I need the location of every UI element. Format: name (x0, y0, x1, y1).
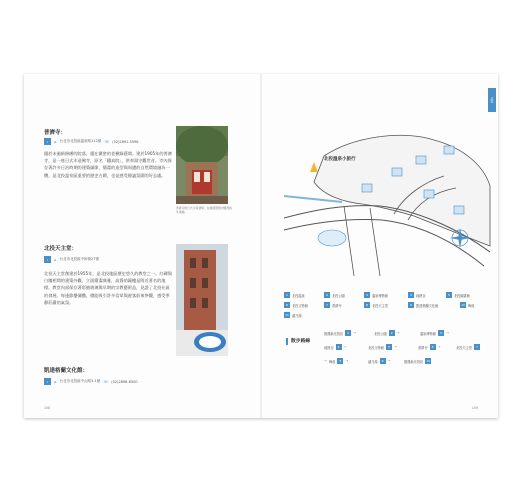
section-body-church: 北投天主堂創建於1955年，是北投地區歷史悠久的教堂之一。紅磚與白牆相間的建築外觀，立面簡潔典雅，高聳的鐘樓是附近著名的地標。教堂內部保存著彩繪玻璃與早期的宗教藝術品，見證了北投社區的發展。每逢節慶彌撒，總能吸引許多信眾與遊客前來參觀，感受寧靜莊嚴的氣氛。 (44, 271, 172, 305)
legend-item: 9 凱達格蘭文化館 (408, 302, 438, 308)
address-text: 台北市北投區中和街27號 (59, 257, 100, 261)
home-icon: ⌂ (54, 379, 57, 384)
church-photo (176, 244, 228, 356)
map-title: 北投溫泉小旅行 (324, 157, 356, 162)
info-line-temple (44, 138, 139, 145)
left-page (24, 74, 260, 418)
temple-photo (176, 126, 228, 204)
address-text: 台北市北投區中山路3-1號 (59, 379, 101, 383)
legend-item: 10 梅庭 (461, 303, 475, 308)
section-title-museum: 凱達格蘭文化館： (44, 368, 89, 374)
info-line-church (44, 256, 99, 263)
legend-item: 6 北投文物館 (284, 302, 308, 308)
right-page (262, 74, 498, 418)
legend-item: 3 溫泉博物館 (364, 292, 388, 298)
chapter-tab: 北投 (488, 88, 496, 112)
route-step: 溫泉博物館 3 → (420, 331, 449, 336)
section-title-temple: 普濟寺： (44, 130, 67, 136)
route-step: 地熱谷 4 → (324, 345, 347, 350)
address-text: 台北市北投區溫泉路112號 (59, 139, 102, 143)
info-badge: i (44, 256, 51, 263)
route-step: 捷運新北投站 1 → (324, 331, 357, 336)
legend-item: 5 北投圖書館 (446, 292, 470, 298)
walking-route (284, 328, 496, 380)
info-line-museum (44, 378, 138, 385)
home-icon: ⌂ (54, 139, 57, 144)
legend-item: 8 北投天主堂 (364, 302, 388, 308)
section-title-church: 北投天主堂： (44, 246, 78, 252)
route-step: → 梅庭 8 → (324, 359, 349, 364)
phone-text: (02)2891-5596 (112, 139, 139, 144)
route-step: 普濟寺 6 → (418, 345, 441, 350)
route-step: 瀧乃湯 9 → (368, 359, 391, 364)
info-badge: i (44, 378, 51, 385)
phone-icon: ☏ (103, 379, 109, 384)
page-number-right: 109 (471, 406, 478, 410)
temple-photo-caption: 普濟寺的日式木造建築，在綠蔭環繞中顯得格外清幽。 (176, 206, 232, 214)
route-step: 北投文物館 5 → (368, 345, 397, 350)
legend-item: 1 北投溫泉 (284, 292, 305, 298)
route-step: 捷運新北投站 10 (404, 359, 431, 364)
page-number-left: 108 (44, 406, 51, 410)
route-step: 北投公園 2 → (374, 331, 400, 336)
legend-item: 2 北投公園 (324, 292, 345, 298)
home-icon: ⌂ (54, 257, 57, 262)
illustrated-map (284, 126, 492, 282)
route-title: 散步路線 (286, 338, 317, 345)
legend-item: 4 地熱谷 (408, 292, 426, 298)
info-badge: i (44, 138, 51, 145)
phone-icon: ☏ (104, 139, 110, 144)
route-step: 北投天主堂 7 (456, 344, 480, 350)
legend-item: 11 瀧乃湯 (285, 313, 302, 318)
book-spread (24, 74, 498, 418)
legend-item: 7 普濟寺 (324, 302, 342, 308)
phone-text: (02)2898-6500 (111, 379, 138, 384)
section-body-temple: 隱於未施新修繕的院落，隱在繁密的老樹綠蔭間。建於1905年的普濟寺，是一座日式木造佛寺，原名「鐵真院」，供奉湯守觀世音。寺內保存著許多日治時期的建築細節，簡潔的造型與周遭的自然環境融為一體，是北投溫泉區重要的歷史古蹟，也是感受靜謐氛圍的好去處。 (44, 151, 172, 178)
